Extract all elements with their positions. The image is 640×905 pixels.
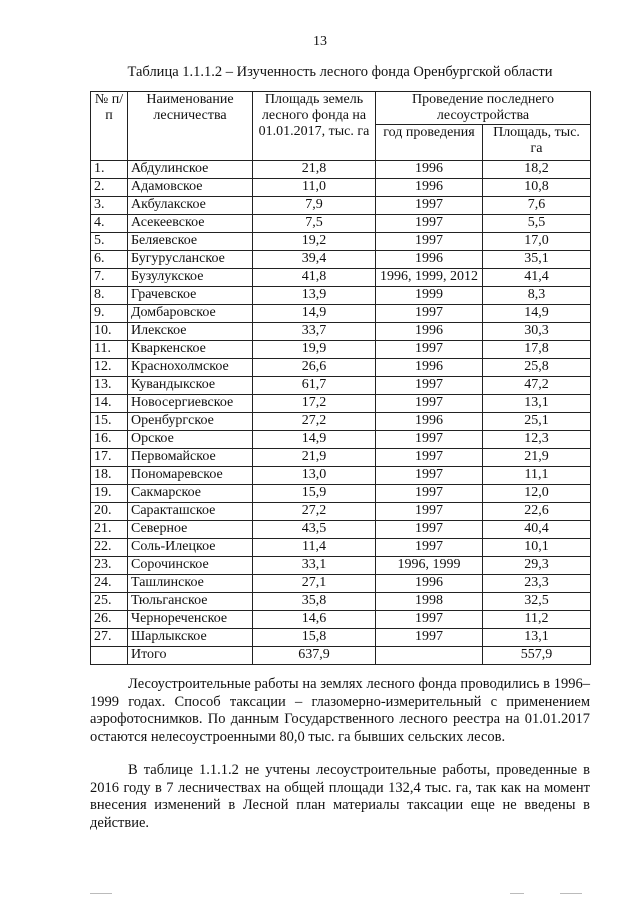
cell-area: 27,2 bbox=[253, 503, 376, 521]
table-row bbox=[91, 503, 591, 521]
cell-survey-area: 11,1 bbox=[483, 467, 591, 485]
cell-num: 9. bbox=[91, 305, 128, 323]
table-row bbox=[91, 305, 591, 323]
cell-area: 13,9 bbox=[253, 287, 376, 305]
cell-year: 1996 bbox=[376, 413, 483, 431]
header-name: Наименование лесничества bbox=[128, 92, 253, 161]
cell-area: 14,9 bbox=[253, 431, 376, 449]
cell-name: Пономаревское bbox=[128, 467, 253, 485]
table-row bbox=[91, 395, 591, 413]
cell-area: 35,8 bbox=[253, 593, 376, 611]
cell-area: 15,8 bbox=[253, 629, 376, 647]
cell-year: 1996 bbox=[376, 251, 483, 269]
cell-name: Оренбургское bbox=[128, 413, 253, 431]
cell-survey-area: 13,1 bbox=[483, 629, 591, 647]
cell-area: 13,0 bbox=[253, 467, 376, 485]
cell-year: 1996 bbox=[376, 161, 483, 179]
total-cell-area: 637,9 bbox=[253, 647, 376, 665]
table-row bbox=[91, 323, 591, 341]
cell-num: 22. bbox=[91, 539, 128, 557]
cell-area: 14,9 bbox=[253, 305, 376, 323]
cell-survey-area: 7,6 bbox=[483, 197, 591, 215]
cell-survey-area: 25,8 bbox=[483, 359, 591, 377]
cell-year: 1999 bbox=[376, 287, 483, 305]
cell-name: Кваркенское bbox=[128, 341, 253, 359]
cell-survey-area: 10,8 bbox=[483, 179, 591, 197]
cell-name: Соль-Илецкое bbox=[128, 539, 253, 557]
table-row bbox=[91, 629, 591, 647]
table-row bbox=[91, 233, 591, 251]
cell-year: 1997 bbox=[376, 503, 483, 521]
table-caption: Таблица 1.1.1.2 – Изученность лесного фонда Оренбургской области bbox=[127, 64, 553, 80]
cell-area: 11,0 bbox=[253, 179, 376, 197]
cell-area: 17,2 bbox=[253, 395, 376, 413]
cell-name: Акбулакское bbox=[128, 197, 253, 215]
cell-num: 21. bbox=[91, 521, 128, 539]
cell-survey-area: 23,3 bbox=[483, 575, 591, 593]
cell-area: 7,9 bbox=[253, 197, 376, 215]
cell-year: 1997 bbox=[376, 485, 483, 503]
cell-survey-area: 13,1 bbox=[483, 395, 591, 413]
cell-num: 6. bbox=[91, 251, 128, 269]
cell-num: 2. bbox=[91, 179, 128, 197]
cell-area: 41,8 bbox=[253, 269, 376, 287]
cell-name: Орское bbox=[128, 431, 253, 449]
cell-name: Грачевское bbox=[128, 287, 253, 305]
header-year: год проведения bbox=[376, 125, 483, 161]
cell-name: Кувандыкское bbox=[128, 377, 253, 395]
cell-name: Сорочинское bbox=[128, 557, 253, 575]
cell-name: Адамовское bbox=[128, 179, 253, 197]
cell-area: 33,7 bbox=[253, 323, 376, 341]
cell-survey-area: 10,1 bbox=[483, 539, 591, 557]
cell-year: 1996, 1999 bbox=[376, 557, 483, 575]
cell-survey-area: 17,0 bbox=[483, 233, 591, 251]
cell-name: Новосергиевское bbox=[128, 395, 253, 413]
header-survey-area: Площадь, тыс. га bbox=[483, 125, 591, 161]
cell-name: Шарлыкское bbox=[128, 629, 253, 647]
cell-num: 8. bbox=[91, 287, 128, 305]
cell-year: 1997 bbox=[376, 449, 483, 467]
cell-name: Ташлинское bbox=[128, 575, 253, 593]
total-cell-survey-area: 557,9 bbox=[483, 647, 591, 665]
cell-num: 1. bbox=[91, 161, 128, 179]
table-row bbox=[91, 269, 591, 287]
cell-area: 61,7 bbox=[253, 377, 376, 395]
cell-year: 1997 bbox=[376, 233, 483, 251]
header-num: № п/п bbox=[91, 92, 128, 161]
table-row bbox=[91, 521, 591, 539]
cell-num: 11. bbox=[91, 341, 128, 359]
cell-survey-area: 5,5 bbox=[483, 215, 591, 233]
cell-area: 26,6 bbox=[253, 359, 376, 377]
cell-year: 1997 bbox=[376, 215, 483, 233]
cell-num: 27. bbox=[91, 629, 128, 647]
cell-year: 1997 bbox=[376, 521, 483, 539]
header-last-survey: Проведение последнего лесоустройства bbox=[376, 92, 591, 125]
cell-name: Бугурусланское bbox=[128, 251, 253, 269]
cell-survey-area: 12,3 bbox=[483, 431, 591, 449]
cell-survey-area: 22,6 bbox=[483, 503, 591, 521]
table-row bbox=[91, 593, 591, 611]
cell-survey-area: 12,0 bbox=[483, 485, 591, 503]
cell-area: 27,2 bbox=[253, 413, 376, 431]
cell-name: Первомайское bbox=[128, 449, 253, 467]
cell-survey-area: 14,9 bbox=[483, 305, 591, 323]
table-row bbox=[91, 359, 591, 377]
cell-num: 20. bbox=[91, 503, 128, 521]
cell-num: 14. bbox=[91, 395, 128, 413]
cell-survey-area: 18,2 bbox=[483, 161, 591, 179]
cell-num: 19. bbox=[91, 485, 128, 503]
cell-num: 23. bbox=[91, 557, 128, 575]
cell-name: Сакмарское bbox=[128, 485, 253, 503]
cell-num: 24. bbox=[91, 575, 128, 593]
cell-num: 10. bbox=[91, 323, 128, 341]
cell-name: Саракташское bbox=[128, 503, 253, 521]
cell-survey-area: 30,3 bbox=[483, 323, 591, 341]
cell-name: Краснохолмское bbox=[128, 359, 253, 377]
table-row bbox=[91, 251, 591, 269]
total-cell-name: Итого bbox=[128, 647, 253, 665]
table-row bbox=[91, 341, 591, 359]
cell-survey-area: 40,4 bbox=[483, 521, 591, 539]
cell-year: 1997 bbox=[376, 467, 483, 485]
header-area: Площадь земель лесного фонда на 01.01.2017, тыс. га bbox=[253, 92, 376, 161]
cell-name: Чернореченское bbox=[128, 611, 253, 629]
cell-name: Бузулукское bbox=[128, 269, 253, 287]
cell-name: Домбаровское bbox=[128, 305, 253, 323]
cell-area: 7,5 bbox=[253, 215, 376, 233]
table-row bbox=[91, 485, 591, 503]
page-number: 13 bbox=[313, 34, 327, 49]
cell-survey-area: 29,3 bbox=[483, 557, 591, 575]
cell-year: 1997 bbox=[376, 305, 483, 323]
cell-year: 1997 bbox=[376, 629, 483, 647]
cell-survey-area: 35,1 bbox=[483, 251, 591, 269]
footer-scan-marks bbox=[90, 893, 590, 897]
cell-area: 19,2 bbox=[253, 233, 376, 251]
table-row bbox=[91, 161, 591, 179]
cell-area: 33,1 bbox=[253, 557, 376, 575]
cell-area: 27,1 bbox=[253, 575, 376, 593]
cell-num: 5. bbox=[91, 233, 128, 251]
cell-area: 39,4 bbox=[253, 251, 376, 269]
paragraph-survey-works: Лесоустроительные работы на землях лесного фонда проводились в 1996–1999 годах. Способ таксации – глазомерно-измерительный с применением аэрофотоснимков. По данным Государственного лесного реестра на 01.01.2017 остаются нелесоустроенными 80,0 тыс. га бывших сельских лесов. bbox=[90, 676, 590, 745]
cell-name: Северное bbox=[128, 521, 253, 539]
table-row bbox=[91, 413, 591, 431]
cell-area: 15,9 bbox=[253, 485, 376, 503]
cell-name: Абдулинское bbox=[128, 161, 253, 179]
table-row bbox=[91, 449, 591, 467]
cell-num: 3. bbox=[91, 197, 128, 215]
table-row bbox=[91, 215, 591, 233]
total-cell-num bbox=[91, 647, 128, 665]
cell-num: 13. bbox=[91, 377, 128, 395]
table-row bbox=[91, 557, 591, 575]
cell-survey-area: 32,5 bbox=[483, 593, 591, 611]
cell-year: 1997 bbox=[376, 431, 483, 449]
cell-num: 16. bbox=[91, 431, 128, 449]
table-row bbox=[91, 431, 591, 449]
forest-fund-table bbox=[90, 91, 591, 665]
cell-area: 43,5 bbox=[253, 521, 376, 539]
cell-survey-area: 25,1 bbox=[483, 413, 591, 431]
cell-year: 1996 bbox=[376, 179, 483, 197]
cell-year: 1997 bbox=[376, 377, 483, 395]
cell-num: 18. bbox=[91, 467, 128, 485]
table-row bbox=[91, 467, 591, 485]
cell-area: 21,9 bbox=[253, 449, 376, 467]
cell-num: 15. bbox=[91, 413, 128, 431]
cell-num: 12. bbox=[91, 359, 128, 377]
cell-survey-area: 11,2 bbox=[483, 611, 591, 629]
cell-num: 25. bbox=[91, 593, 128, 611]
cell-year: 1996 bbox=[376, 323, 483, 341]
cell-year: 1997 bbox=[376, 539, 483, 557]
cell-num: 17. bbox=[91, 449, 128, 467]
table-row bbox=[91, 611, 591, 629]
cell-year: 1998 bbox=[376, 593, 483, 611]
total-cell-year bbox=[376, 647, 483, 665]
cell-area: 21,8 bbox=[253, 161, 376, 179]
cell-year: 1997 bbox=[376, 395, 483, 413]
cell-year: 1997 bbox=[376, 197, 483, 215]
cell-num: 4. bbox=[91, 215, 128, 233]
table-row bbox=[91, 179, 591, 197]
cell-year: 1996, 1999, 2012 bbox=[376, 269, 483, 287]
cell-num: 7. bbox=[91, 269, 128, 287]
cell-survey-area: 21,9 bbox=[483, 449, 591, 467]
cell-area: 19,9 bbox=[253, 341, 376, 359]
table-total-row bbox=[91, 647, 591, 665]
cell-survey-area: 17,8 bbox=[483, 341, 591, 359]
cell-year: 1996 bbox=[376, 359, 483, 377]
table-row bbox=[91, 539, 591, 557]
cell-name: Илекское bbox=[128, 323, 253, 341]
table-row bbox=[91, 287, 591, 305]
cell-year: 1997 bbox=[376, 341, 483, 359]
table-row bbox=[91, 377, 591, 395]
cell-name: Тюльганское bbox=[128, 593, 253, 611]
cell-name: Беляевское bbox=[128, 233, 253, 251]
cell-area: 14,6 bbox=[253, 611, 376, 629]
cell-year: 1997 bbox=[376, 611, 483, 629]
table-body bbox=[91, 161, 591, 665]
cell-area: 11,4 bbox=[253, 539, 376, 557]
cell-year: 1996 bbox=[376, 575, 483, 593]
cell-num: 26. bbox=[91, 611, 128, 629]
table-row bbox=[91, 197, 591, 215]
cell-survey-area: 8,3 bbox=[483, 287, 591, 305]
cell-survey-area: 41,4 bbox=[483, 269, 591, 287]
cell-name: Асекеевское bbox=[128, 215, 253, 233]
paragraph-table-note: В таблице 1.1.1.2 не учтены лесоустроительные работы, проведенные в 2016 году в 7 лесничествах на общей площади 132,4 тыс. га, так как на момент внесения изменений в Лесной план материалы таксации еще не введены в действие. bbox=[90, 762, 590, 831]
table-row bbox=[91, 575, 591, 593]
cell-survey-area: 47,2 bbox=[483, 377, 591, 395]
